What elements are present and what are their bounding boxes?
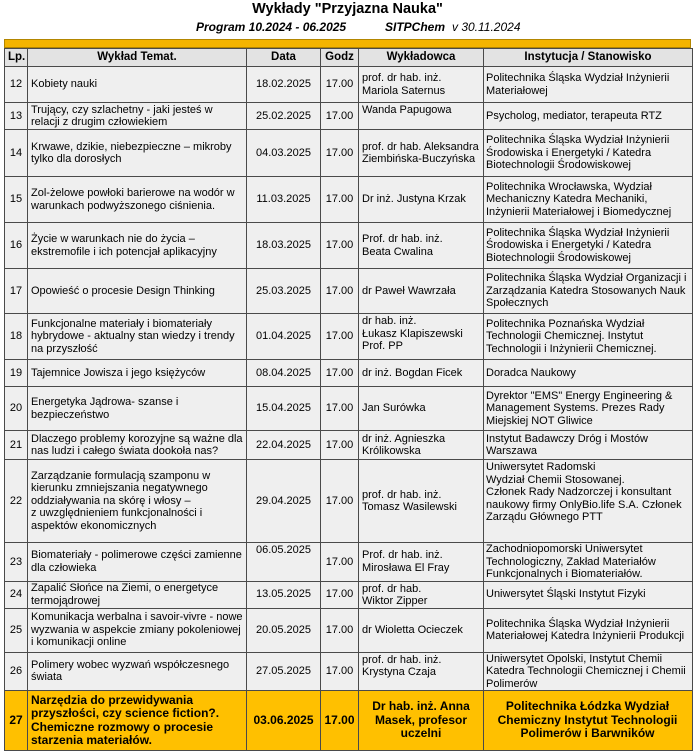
hour-cell: 17.00 (321, 543, 359, 582)
hour-cell: 17.00 (321, 387, 359, 431)
lecturer-cell: prof. dr hab. Aleksandra Ziembińska-Buczyńska (359, 130, 484, 177)
hour-cell: 17.00 (321, 223, 359, 269)
lp-cell: 12 (5, 67, 28, 103)
institution-cell: Politechnika Śląska Wydział Inżynierii Materiałowej (484, 67, 693, 103)
date-cell: 13.05.2025 (247, 581, 321, 608)
institution-cell: Uniwersytet Opolski, Instytut Chemii Katedra Technologii Chemicznej i Chemii Polimerów (484, 652, 693, 691)
table-row (5, 67, 693, 103)
lecturer-cell: dr Paweł Wawrzała (359, 269, 484, 314)
lecturer-cell: Prof. dr hab. inż. Mirosława El Fray (359, 543, 484, 582)
column-header-institution: Instytucja / Stanowisko (484, 49, 693, 67)
topic-cell: Zarządzanie formulacją szamponu w kierunku zmniejszania negatywnego oddziaływania na skórę i włosy – z uwzględnieniem funkcjonalności i aspektów ekonomicznych (28, 460, 247, 543)
table-row (5, 460, 693, 543)
hour-cell: 17.00 (321, 360, 359, 387)
institution-cell: Politechnika Wrocławska, Wydział Mechaniczny Katedra Mechaniki, Inżynierii Materiałowej i Biomedycznej (484, 177, 693, 223)
institution-cell: Politechnika Poznańska Wydział Technologii Chemicznej. Instytut Technologii i Inżynierii Chemicznej. (484, 314, 693, 360)
date-cell: 20.05.2025 (247, 608, 321, 652)
hour-cell: 17.00 (321, 130, 359, 177)
hour-cell: 17.00 (321, 460, 359, 543)
hour-cell: 17.00 (321, 269, 359, 314)
table-row (5, 581, 693, 608)
topic-cell: Krwawe, dzikie, niebezpieczne – mikroby tylko dla dorosłych (28, 130, 247, 177)
column-header-date: Data (247, 49, 321, 67)
topic-cell: Trujący, czy szlachetny - jaki jesteś w relacji z drugim człowiekiem (28, 103, 247, 130)
institution-cell: Uniwersytet Radomski Wydział Chemii Stosowanej. Członek Rady Nadzorczej i konsultant naukowy firmy OnlyBio.life S.A. Członek Zarządu Głównego PTT (484, 460, 693, 543)
table-row (5, 608, 693, 652)
lp-cell: 18 (5, 314, 28, 360)
table-row (5, 103, 693, 130)
table-row (5, 130, 693, 177)
lecturer-cell: Prof. dr hab. inż. Beata Cwalina (359, 223, 484, 269)
lecture-schedule-table (4, 48, 693, 751)
topic-cell: Tajemnice Jowisza i jego księżyców (28, 360, 247, 387)
lecturer-cell: prof. dr hab. inż. Tomasz Wasilewski (359, 460, 484, 543)
institution-cell: Zachodniopomorski Uniwersytet Technologiczny, Zakład Materiałów Funkcjonalnych i Biomateriałów. (484, 543, 693, 582)
column-header-lp: Lp. (5, 49, 28, 67)
organization-name: SITPChem (385, 20, 446, 34)
lp-cell: 16 (5, 223, 28, 269)
institution-cell: Politechnika Łódzka Wydział Chemiczny Instytut Technologii Polimerów i Barwników (484, 691, 693, 751)
topic-cell: Zapalić Słońce na Ziemi, o energetyce termojądrowej (28, 581, 247, 608)
institution-cell: Politechnika Śląska Wydział Inżynierii Materiałowej Katedra Inżynierii Produkcji (484, 608, 693, 652)
table-row (5, 314, 693, 360)
lp-cell: 23 (5, 543, 28, 582)
topic-cell: Narzędzia do przewidywania przyszłości, czy science fiction?. Chemiczne rozmowy o procesie starzenia materiałów. (28, 691, 247, 751)
hour-cell: 17.00 (321, 652, 359, 691)
topic-cell: Dlaczego problemy korozyjne są ważne dla nas ludzi i całego świata dookoła nas? (28, 431, 247, 460)
date-cell: 03.06.2025 (247, 691, 321, 751)
table-row (5, 543, 693, 582)
date-cell: 01.04.2025 (247, 314, 321, 360)
institution-cell: Politechnika Śląska Wydział Organizacji i Zarządzania Katedra Stosowanych Nauk Społecznych (484, 269, 693, 314)
institution-cell: Doradca Naukowy (484, 360, 693, 387)
page-title: Wykłady "Przyjazna Nauka" (252, 1, 443, 17)
column-header-topic: Wykład Temat. (28, 49, 247, 67)
hour-cell: 17.00 (321, 608, 359, 652)
lecturer-cell: dr Wioletta Ocieczek (359, 608, 484, 652)
lp-cell: 19 (5, 360, 28, 387)
topic-cell: Funkcjonalne materiały i biomateriały hybrydowe - aktualny stan wiedzy i trendy na przyszłość (28, 314, 247, 360)
date-cell: 06.05.2025 (247, 543, 321, 582)
table-row (5, 360, 693, 387)
table-row (5, 269, 693, 314)
lecturer-cell: prof. dr hab. Wiktor Zipper (359, 581, 484, 608)
table-row (5, 431, 693, 460)
hour-cell: 17.00 (321, 691, 359, 751)
lecturer-cell: prof. dr hab. inż. Krystyna Czaja (359, 652, 484, 691)
topic-cell: Polimery wobec wyzwań współczesnego świata (28, 652, 247, 691)
topic-cell: Opowieść o procesie Design Thinking (28, 269, 247, 314)
program-range: Program 10.2024 - 06.2025 (196, 20, 347, 34)
lp-cell: 13 (5, 103, 28, 130)
lecturer-cell: prof. dr hab. inż. Mariola Saternus (359, 67, 484, 103)
table-row (5, 691, 693, 751)
date-cell: 11.03.2025 (247, 177, 321, 223)
lecturer-cell: dr inż. Bogdan Ficek (359, 360, 484, 387)
lecturer-cell: Dr hab. inż. Anna Masek, profesor uczelni (359, 691, 484, 751)
topic-cell: Kobiety nauki (28, 67, 247, 103)
version-label: v 30.11.2024 (452, 20, 521, 34)
institution-cell: Dyrektor "EMS" Energy Engineering & Management Systems. Prezes Rady Miejskiej NOT Gliwice (484, 387, 693, 431)
gold-divider-bar (4, 39, 691, 48)
hour-cell: 17.00 (321, 103, 359, 130)
lp-cell: 17 (5, 269, 28, 314)
date-cell: 25.02.2025 (247, 103, 321, 130)
table-row (5, 223, 693, 269)
lecturer-cell: dr hab. inż. Łukasz Klapiszewski Prof. PP (359, 314, 484, 360)
institution-cell: Politechnika Śląska Wydział Inżynierii Środowiska i Energetyki / Katedra Biotechnologii Środowiskowej (484, 223, 693, 269)
lp-cell: 22 (5, 460, 28, 543)
lp-cell: 21 (5, 431, 28, 460)
date-cell: 15.04.2025 (247, 387, 321, 431)
lp-cell: 24 (5, 581, 28, 608)
column-header-hour: Godz (321, 49, 359, 67)
lp-cell: 25 (5, 608, 28, 652)
date-cell: 29.04.2025 (247, 460, 321, 543)
lp-cell: 27 (5, 691, 28, 751)
date-cell: 22.04.2025 (247, 431, 321, 460)
institution-cell: Psycholog, mediator, terapeuta RTZ (484, 103, 693, 130)
topic-cell: Życie w warunkach nie do życia – ekstremofile i ich potencjał aplikacyjny (28, 223, 247, 269)
institution-cell: Instytut Badawczy Dróg i Mostów Warszawa (484, 431, 693, 460)
date-cell: 25.03.2025 (247, 269, 321, 314)
hour-cell: 17.00 (321, 431, 359, 460)
date-cell: 27.05.2025 (247, 652, 321, 691)
lecturer-cell: Dr inż. Justyna Krzak (359, 177, 484, 223)
topic-cell: Zol-żelowe powłoki barierowe na wodór w warunkach podwyższonego ciśnienia. (28, 177, 247, 223)
hour-cell: 17.00 (321, 581, 359, 608)
topic-cell: Biomateriały - polimerowe części zamienne dla człowieka (28, 543, 247, 582)
hour-cell: 17.00 (321, 67, 359, 103)
column-header-lecturer: Wykładowca (359, 49, 484, 67)
hour-cell: 17.00 (321, 314, 359, 360)
hour-cell: 17.00 (321, 177, 359, 223)
date-cell: 18.02.2025 (247, 67, 321, 103)
lp-cell: 15 (5, 177, 28, 223)
table-header-row (5, 49, 693, 67)
topic-cell: Energetyka Jądrowa- szanse i bezpieczeństwo (28, 387, 247, 431)
table-row (5, 177, 693, 223)
lecturer-cell: dr inż. Agnieszka Królikowska (359, 431, 484, 460)
program-subtitle (0, 18, 695, 36)
lp-cell: 20 (5, 387, 28, 431)
date-cell: 08.04.2025 (247, 360, 321, 387)
institution-cell: Uniwersytet Śląski Instytut Fizyki (484, 581, 693, 608)
date-cell: 04.03.2025 (247, 130, 321, 177)
topic-cell: Komunikacja werbalna i savoir-vivre - nowe wyzwania w aspekcie zmiany pokoleniowej i komunikacji online (28, 608, 247, 652)
table-row (5, 652, 693, 691)
date-cell: 18.03.2025 (247, 223, 321, 269)
table-row (5, 387, 693, 431)
institution-cell: Politechnika Śląska Wydział Inżynierii Środowiska i Energetyki / Katedra Biotechnologii Środowiskowej (484, 130, 693, 177)
lp-cell: 14 (5, 130, 28, 177)
lecturer-cell: Jan Surówka (359, 387, 484, 431)
lecturer-cell: Wanda Papugowa (359, 103, 484, 130)
lp-cell: 26 (5, 652, 28, 691)
